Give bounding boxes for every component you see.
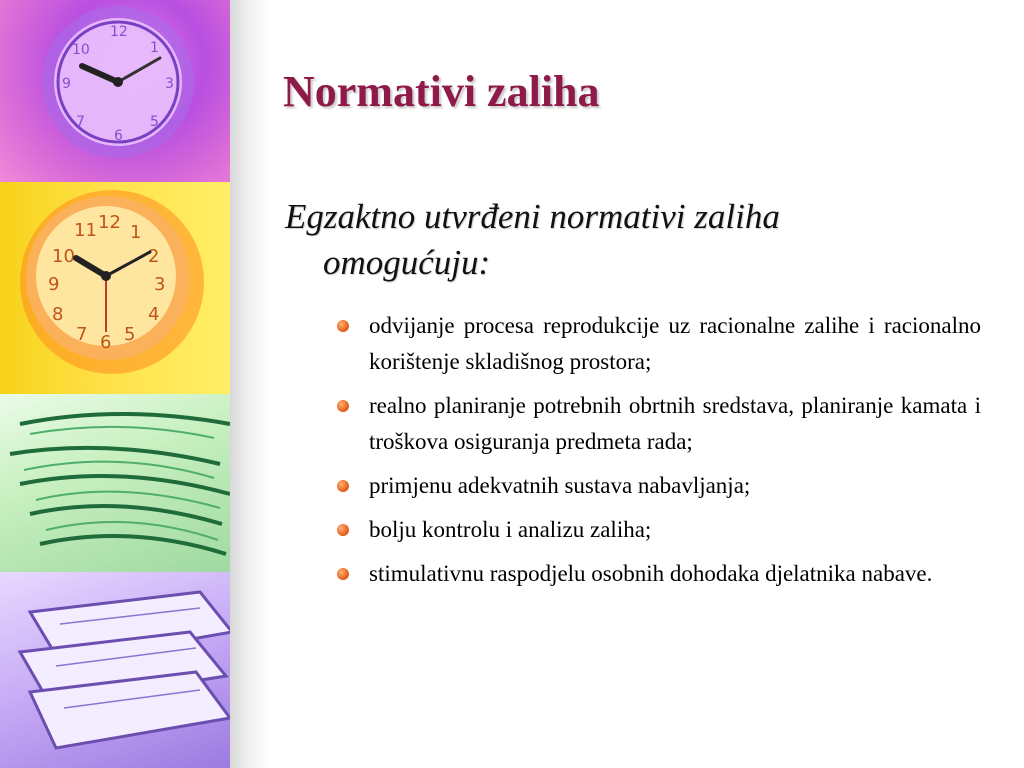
intro-text: [285, 194, 985, 286]
list-item-text: stimulativnu raspodjelu osobnih dohodaka djelatnika nabave.: [369, 561, 933, 586]
green-books-image: [0, 394, 242, 572]
purple-clock-image: [0, 0, 242, 182]
svg-text:6: 6: [114, 128, 123, 144]
clock-numeral: 7: [76, 324, 88, 345]
bullet-list: [333, 308, 981, 600]
purple-books-image: [0, 572, 242, 768]
clock-numeral: 11: [74, 220, 97, 241]
bullet-dot-icon: [337, 400, 349, 412]
clock-numeral: 9: [48, 274, 60, 295]
clock-numeral: 4: [148, 304, 160, 325]
bullet-dot-icon: [337, 320, 349, 332]
orange-clock-image: [0, 182, 242, 394]
column-shadow: [230, 0, 270, 768]
clock-numeral: 12: [98, 212, 121, 233]
clock-numeral: 8: [52, 304, 64, 325]
intro-line-1: Egzaktno utvrđeni normativi zaliha: [285, 197, 780, 236]
list-item: [333, 388, 981, 460]
list-item: [333, 308, 981, 380]
svg-text:12: 12: [110, 24, 128, 40]
list-item-text: primjenu adekvatnih sustava nabavljanja;: [369, 473, 751, 498]
list-item-text: bolju kontrolu i analizu zaliha;: [369, 517, 652, 542]
clock-numeral: 10: [52, 246, 75, 267]
clock-numeral: 6: [100, 332, 112, 353]
bullet-dot-icon: [337, 568, 349, 580]
bullet-dot-icon: [337, 524, 349, 536]
list-item: [333, 556, 981, 592]
svg-text:10: 10: [72, 42, 90, 58]
list-item-text: odvijanje procesa reprodukcije uz racionalne zalihe i racionalno korištenje skladišnog prostora;: [369, 313, 981, 374]
svg-text:7: 7: [76, 114, 85, 130]
list-item-text: realno planiranje potrebnih obrtnih sredstava, planiranje kamata i troškova osiguranja predmeta rada;: [369, 393, 981, 454]
list-item: [333, 512, 981, 548]
slide-title: Normativi zaliha: [283, 67, 600, 116]
svg-text:1: 1: [150, 40, 159, 56]
intro-line-2: omogućuju:: [323, 243, 491, 282]
svg-text:5: 5: [150, 114, 159, 130]
list-item: [333, 468, 981, 504]
clock-numeral: 2: [148, 246, 160, 267]
clock-numeral: 3: [154, 274, 166, 295]
decorative-image-column: [0, 0, 242, 768]
clock-numeral: 5: [124, 324, 136, 345]
svg-text:9: 9: [62, 76, 71, 92]
svg-text:3: 3: [165, 76, 174, 92]
bullet-dot-icon: [337, 480, 349, 492]
clock-numeral: 1: [130, 222, 142, 243]
